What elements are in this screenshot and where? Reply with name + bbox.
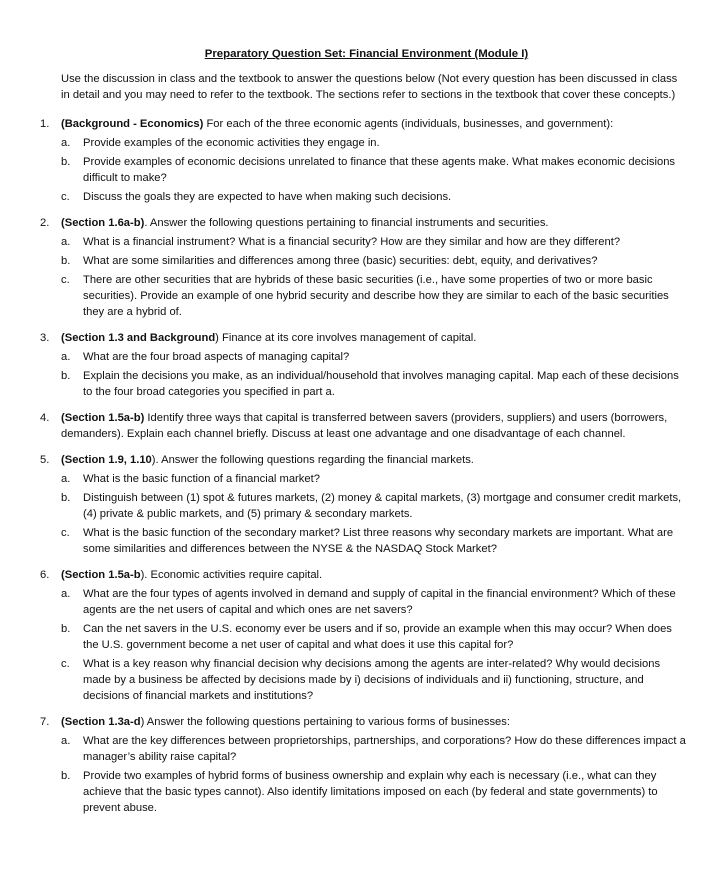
question-section-tag: (Section 1.3 and Background	[61, 332, 216, 344]
document-intro: Use the discussion in class and the textbook to answer the questions below (Not every question has been discussed in class in detail and you may need to refer to the textbook. The sections refer to sections in the textbook that cover these concepts.)	[61, 73, 678, 101]
subquestion-list	[61, 733, 691, 816]
subquestion-text: Explain the decisions you make, as an individual/household that involves managing capital. Map each of these decisions to the four broad categories you specified in part a.	[83, 370, 679, 398]
subquestion-item	[61, 586, 691, 618]
subquestion-list	[61, 586, 691, 704]
subquestion-text: What is the basic function of a financial market?	[83, 473, 320, 485]
subquestion-letter: b.	[61, 770, 71, 782]
question-item	[40, 452, 691, 557]
question-text	[61, 714, 691, 730]
subquestion-item	[61, 368, 691, 400]
question-section-tag: (Section 1.9, 1.10	[61, 454, 152, 466]
question-number: 6.	[40, 569, 50, 581]
question-item	[40, 410, 691, 442]
question-text	[61, 116, 691, 132]
subquestion-item	[61, 733, 691, 765]
subquestion-list	[61, 471, 691, 557]
subquestion-letter: b.	[61, 623, 71, 635]
subquestion-letter: b.	[61, 370, 71, 382]
subquestion-list	[61, 349, 691, 400]
subquestion-item	[61, 525, 691, 557]
subquestion-text: Can the net savers in the U.S. economy ever be users and if so, provide an example when this may occur? When does the U.S. government become a net user of capital and what does it use this capital for?	[83, 623, 672, 651]
subquestion-letter: a.	[61, 236, 71, 248]
question-text	[61, 215, 691, 231]
subquestion-item	[61, 768, 691, 816]
subquestion-text: Provide two examples of hybrid forms of business ownership and explain why each is necessary (i.e., what can they achieve that the basic types cannot). Also identify limitations imposed on each (by federal and state governments) to prevent abuse.	[83, 770, 658, 814]
subquestion-letter: c.	[61, 191, 70, 203]
subquestion-letter: c.	[61, 658, 70, 670]
question-body: Identify three ways that capital is transferred between savers (providers, suppliers) and users (borrowers, demanders). Explain each channel briefly. Discuss at least one advantage and one disadvantage of each channel.	[61, 412, 668, 440]
question-list	[40, 116, 691, 816]
question-number: 4.	[40, 412, 50, 424]
subquestion-text: What is a key reason why financial decision why decisions among the agents are inter-related? Why would decisions made by a business be affected by decisions made by i) decisions of individuals and ii) functioning, structure, and decisions of financial markets and institutions?	[83, 658, 661, 702]
question-number: 5.	[40, 454, 50, 466]
question-number: 3.	[40, 332, 50, 344]
subquestion-item	[61, 253, 691, 269]
subquestion-text: What is the basic function of the secondary market? List three reasons why secondary markets are important. What are some similarities and differences between the NYSE & the NASDAQ Stock Market?	[83, 527, 674, 555]
question-item	[40, 116, 691, 205]
subquestion-item	[61, 471, 691, 487]
subquestion-letter: a.	[61, 137, 71, 149]
subquestion-letter: c.	[61, 527, 70, 539]
subquestion-letter: a.	[61, 351, 71, 363]
subquestion-text: Distinguish between (1) spot & futures markets, (2) money & capital markets, (3) mortgage and consumer credit markets, (4) private & public markets, and (5) primary & secondary markets.	[83, 492, 682, 520]
question-text	[61, 330, 691, 346]
question-text	[61, 452, 691, 468]
question-item	[40, 215, 691, 320]
question-number: 2.	[40, 217, 50, 229]
question-text	[61, 567, 691, 583]
subquestion-text: What are the key differences between proprietorships, partnerships, and corporations? How do these differences impact a manager’s ability raise capital?	[83, 735, 686, 763]
question-section-tag: (Background - Economics)	[61, 118, 204, 130]
question-body: ) Answer the following questions pertaining to various forms of businesses:	[140, 716, 510, 728]
subquestion-letter: a.	[61, 473, 71, 485]
subquestion-letter: a.	[61, 735, 71, 747]
subquestion-item	[61, 154, 691, 186]
question-body: ) Finance at its core involves management of capital.	[215, 332, 477, 344]
subquestion-text: Provide examples of economic decisions unrelated to finance that these agents make. What makes economic decisions difficult to make?	[83, 156, 676, 184]
question-body: ). Answer the following questions regarding the financial markets.	[151, 454, 474, 466]
question-body: ). Economic activities require capital.	[140, 569, 323, 581]
question-number: 7.	[40, 716, 50, 728]
question-item	[40, 330, 691, 400]
subquestion-item	[61, 621, 691, 653]
subquestion-text: What are some similarities and differences among three (basic) securities: debt, equity, and derivatives?	[83, 255, 598, 267]
subquestion-text: Provide examples of the economic activities they engage in.	[83, 137, 380, 149]
question-section-tag: (Section 1.5a-b)	[61, 412, 145, 424]
question-body: . Answer the following questions pertaining to financial instruments and securities.	[144, 217, 549, 229]
subquestion-text: What are the four types of agents involved in demand and supply of capital in the financial environment? Which of these agents are the net users of capital and which ones are net savers?	[83, 588, 676, 616]
subquestion-letter: b.	[61, 156, 71, 168]
question-text	[61, 410, 691, 442]
question-section-tag: (Section 1.3a-d	[61, 716, 141, 728]
question-item	[40, 714, 691, 816]
question-section-tag: (Section 1.6a-b)	[61, 217, 145, 229]
subquestion-letter: b.	[61, 255, 71, 267]
subquestion-text: What is a financial instrument? What is a financial security? How are they similar and how are they different?	[83, 236, 621, 248]
subquestion-item	[61, 135, 691, 151]
subquestion-list	[61, 135, 691, 205]
subquestion-letter: b.	[61, 492, 71, 504]
subquestion-text: There are other securities that are hybrids of these basic securities (i.e., have some properties of two or more basic securities). Provide an example of one hybrid security and describe how they are similar to each of the basic securities they are a hybrid of.	[83, 274, 669, 318]
subquestion-item	[61, 272, 691, 320]
subquestion-item	[61, 234, 691, 250]
question-body: For each of the three economic agents (individuals, businesses, and government):	[203, 118, 614, 130]
question-section-tag: (Section 1.5a-b	[61, 569, 141, 581]
question-number: 1.	[40, 118, 50, 130]
document-title: Preparatory Question Set: Financial Environment (Module I)	[204, 48, 529, 60]
subquestion-item	[61, 656, 691, 704]
subquestion-item	[61, 349, 691, 365]
subquestion-item	[61, 189, 691, 205]
question-item	[40, 567, 691, 704]
subquestion-list	[61, 234, 691, 320]
subquestion-letter: a.	[61, 588, 71, 600]
subquestion-text: What are the four broad aspects of managing capital?	[83, 351, 350, 363]
subquestion-letter: c.	[61, 274, 70, 286]
subquestion-text: Discuss the goals they are expected to have when making such decisions.	[83, 191, 452, 203]
subquestion-item	[61, 490, 691, 522]
